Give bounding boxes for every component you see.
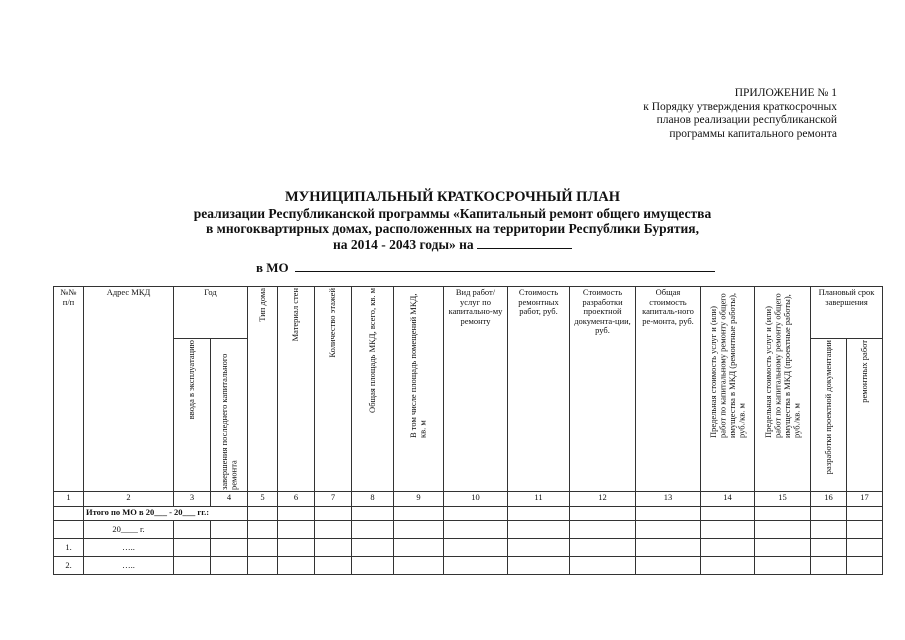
heading-line: на 2014 - 2043 годы» на bbox=[332, 236, 474, 252]
column-number: 12 bbox=[570, 492, 636, 507]
heading-line-date bbox=[0, 237, 905, 253]
appendix-block bbox=[537, 87, 837, 141]
total-label: Итого по МО в 20___ - 20___ гг.: bbox=[84, 507, 248, 521]
page-title: МУНИЦИПАЛЬНЫЙ КРАТКОСРОЧНЫЙ ПЛАН bbox=[284, 189, 621, 205]
heading-line: реализации Республиканской программы «Капитальный ремонт общего имущества bbox=[193, 205, 712, 221]
header-num: №№ п/п bbox=[54, 287, 84, 492]
header-premises-area: В том числе площадь помещений МКД, кв. м bbox=[394, 287, 444, 492]
column-number: 2 bbox=[84, 492, 174, 507]
year-label: 20____ г. bbox=[84, 521, 174, 539]
column-number: 8 bbox=[352, 492, 394, 507]
year-row bbox=[54, 521, 883, 539]
column-number: 9 bbox=[394, 492, 444, 507]
column-number: 5 bbox=[248, 492, 278, 507]
header-house-type: Тип дома bbox=[248, 287, 278, 492]
column-number: 14 bbox=[701, 492, 755, 507]
mo-blank-line bbox=[295, 260, 715, 272]
header-repair-cost: Стоимость ремонтных работ, руб. bbox=[508, 287, 570, 492]
header-max-cost-design: Предельная стоимость услуг и (или) работ по капитальному ремонту общего имущества в МКД (проектные работы), руб./кв. м bbox=[755, 287, 811, 492]
column-number: 15 bbox=[755, 492, 811, 507]
column-number-row bbox=[54, 492, 883, 507]
header-year: Год bbox=[174, 287, 248, 339]
row-address: ….. bbox=[84, 539, 174, 557]
date-blank-line bbox=[477, 237, 572, 249]
column-number: 6 bbox=[278, 492, 315, 507]
appendix-line: программы капитального ремонта bbox=[669, 127, 837, 140]
header-year-commission: ввода в эксплуатацию bbox=[174, 339, 211, 492]
column-number: 11 bbox=[508, 492, 570, 507]
column-number: 7 bbox=[315, 492, 352, 507]
header-floors: Количество этажей bbox=[315, 287, 352, 492]
document-heading bbox=[0, 190, 905, 252]
column-number: 10 bbox=[444, 492, 508, 507]
table-row bbox=[54, 539, 883, 557]
header-design-cost: Стоимость разработки проектной документа-ции, руб. bbox=[570, 287, 636, 492]
column-number: 1 bbox=[54, 492, 84, 507]
column-number: 17 bbox=[847, 492, 883, 507]
table-row bbox=[54, 557, 883, 575]
column-number: 4 bbox=[211, 492, 248, 507]
row-number: 1. bbox=[54, 539, 84, 557]
heading-line: в многоквартирных домах, расположенных на территории Республики Бурятия, bbox=[205, 221, 699, 236]
header-total-cost: Общая стоимость капиталь-ного ре-монта, руб. bbox=[636, 287, 701, 492]
total-row bbox=[54, 507, 883, 521]
column-number: 3 bbox=[174, 492, 211, 507]
plan-table bbox=[53, 286, 883, 575]
appendix-line: планов реализации республиканской bbox=[656, 114, 837, 126]
header-deadline-repair: ремонтных работ bbox=[847, 339, 883, 492]
appendix-line: к Порядку утверждения краткосрочных bbox=[643, 100, 837, 113]
mo-label: в МО bbox=[256, 260, 289, 275]
header-deadline-design: разработки проектной документации bbox=[811, 339, 847, 492]
row-address: ….. bbox=[84, 557, 174, 575]
header-max-cost-repair: Предельная стоимость услуг и (или) работ по капитальному ремонту общего имущества в МКД (ремонтные работы), руб./кв. м bbox=[701, 287, 755, 492]
header-total-area: Общая площадь МКД, всего, кв. м bbox=[352, 287, 394, 492]
mo-field bbox=[256, 260, 715, 276]
header-deadline: Плановый срок завершения bbox=[811, 287, 883, 339]
column-number: 16 bbox=[811, 492, 847, 507]
header-address: Адрес МКД bbox=[84, 287, 174, 492]
header-year-repair: завершения последнего капитального ремонта bbox=[211, 339, 248, 492]
appendix-title: ПРИЛОЖЕНИЕ № 1 bbox=[734, 87, 837, 99]
column-number: 13 bbox=[636, 492, 701, 507]
header-wall-material: Материал стен bbox=[278, 287, 315, 492]
row-number: 2. bbox=[54, 557, 84, 575]
header-work-type: Вид работ/ услуг по капитально-му ремонту bbox=[444, 287, 508, 492]
